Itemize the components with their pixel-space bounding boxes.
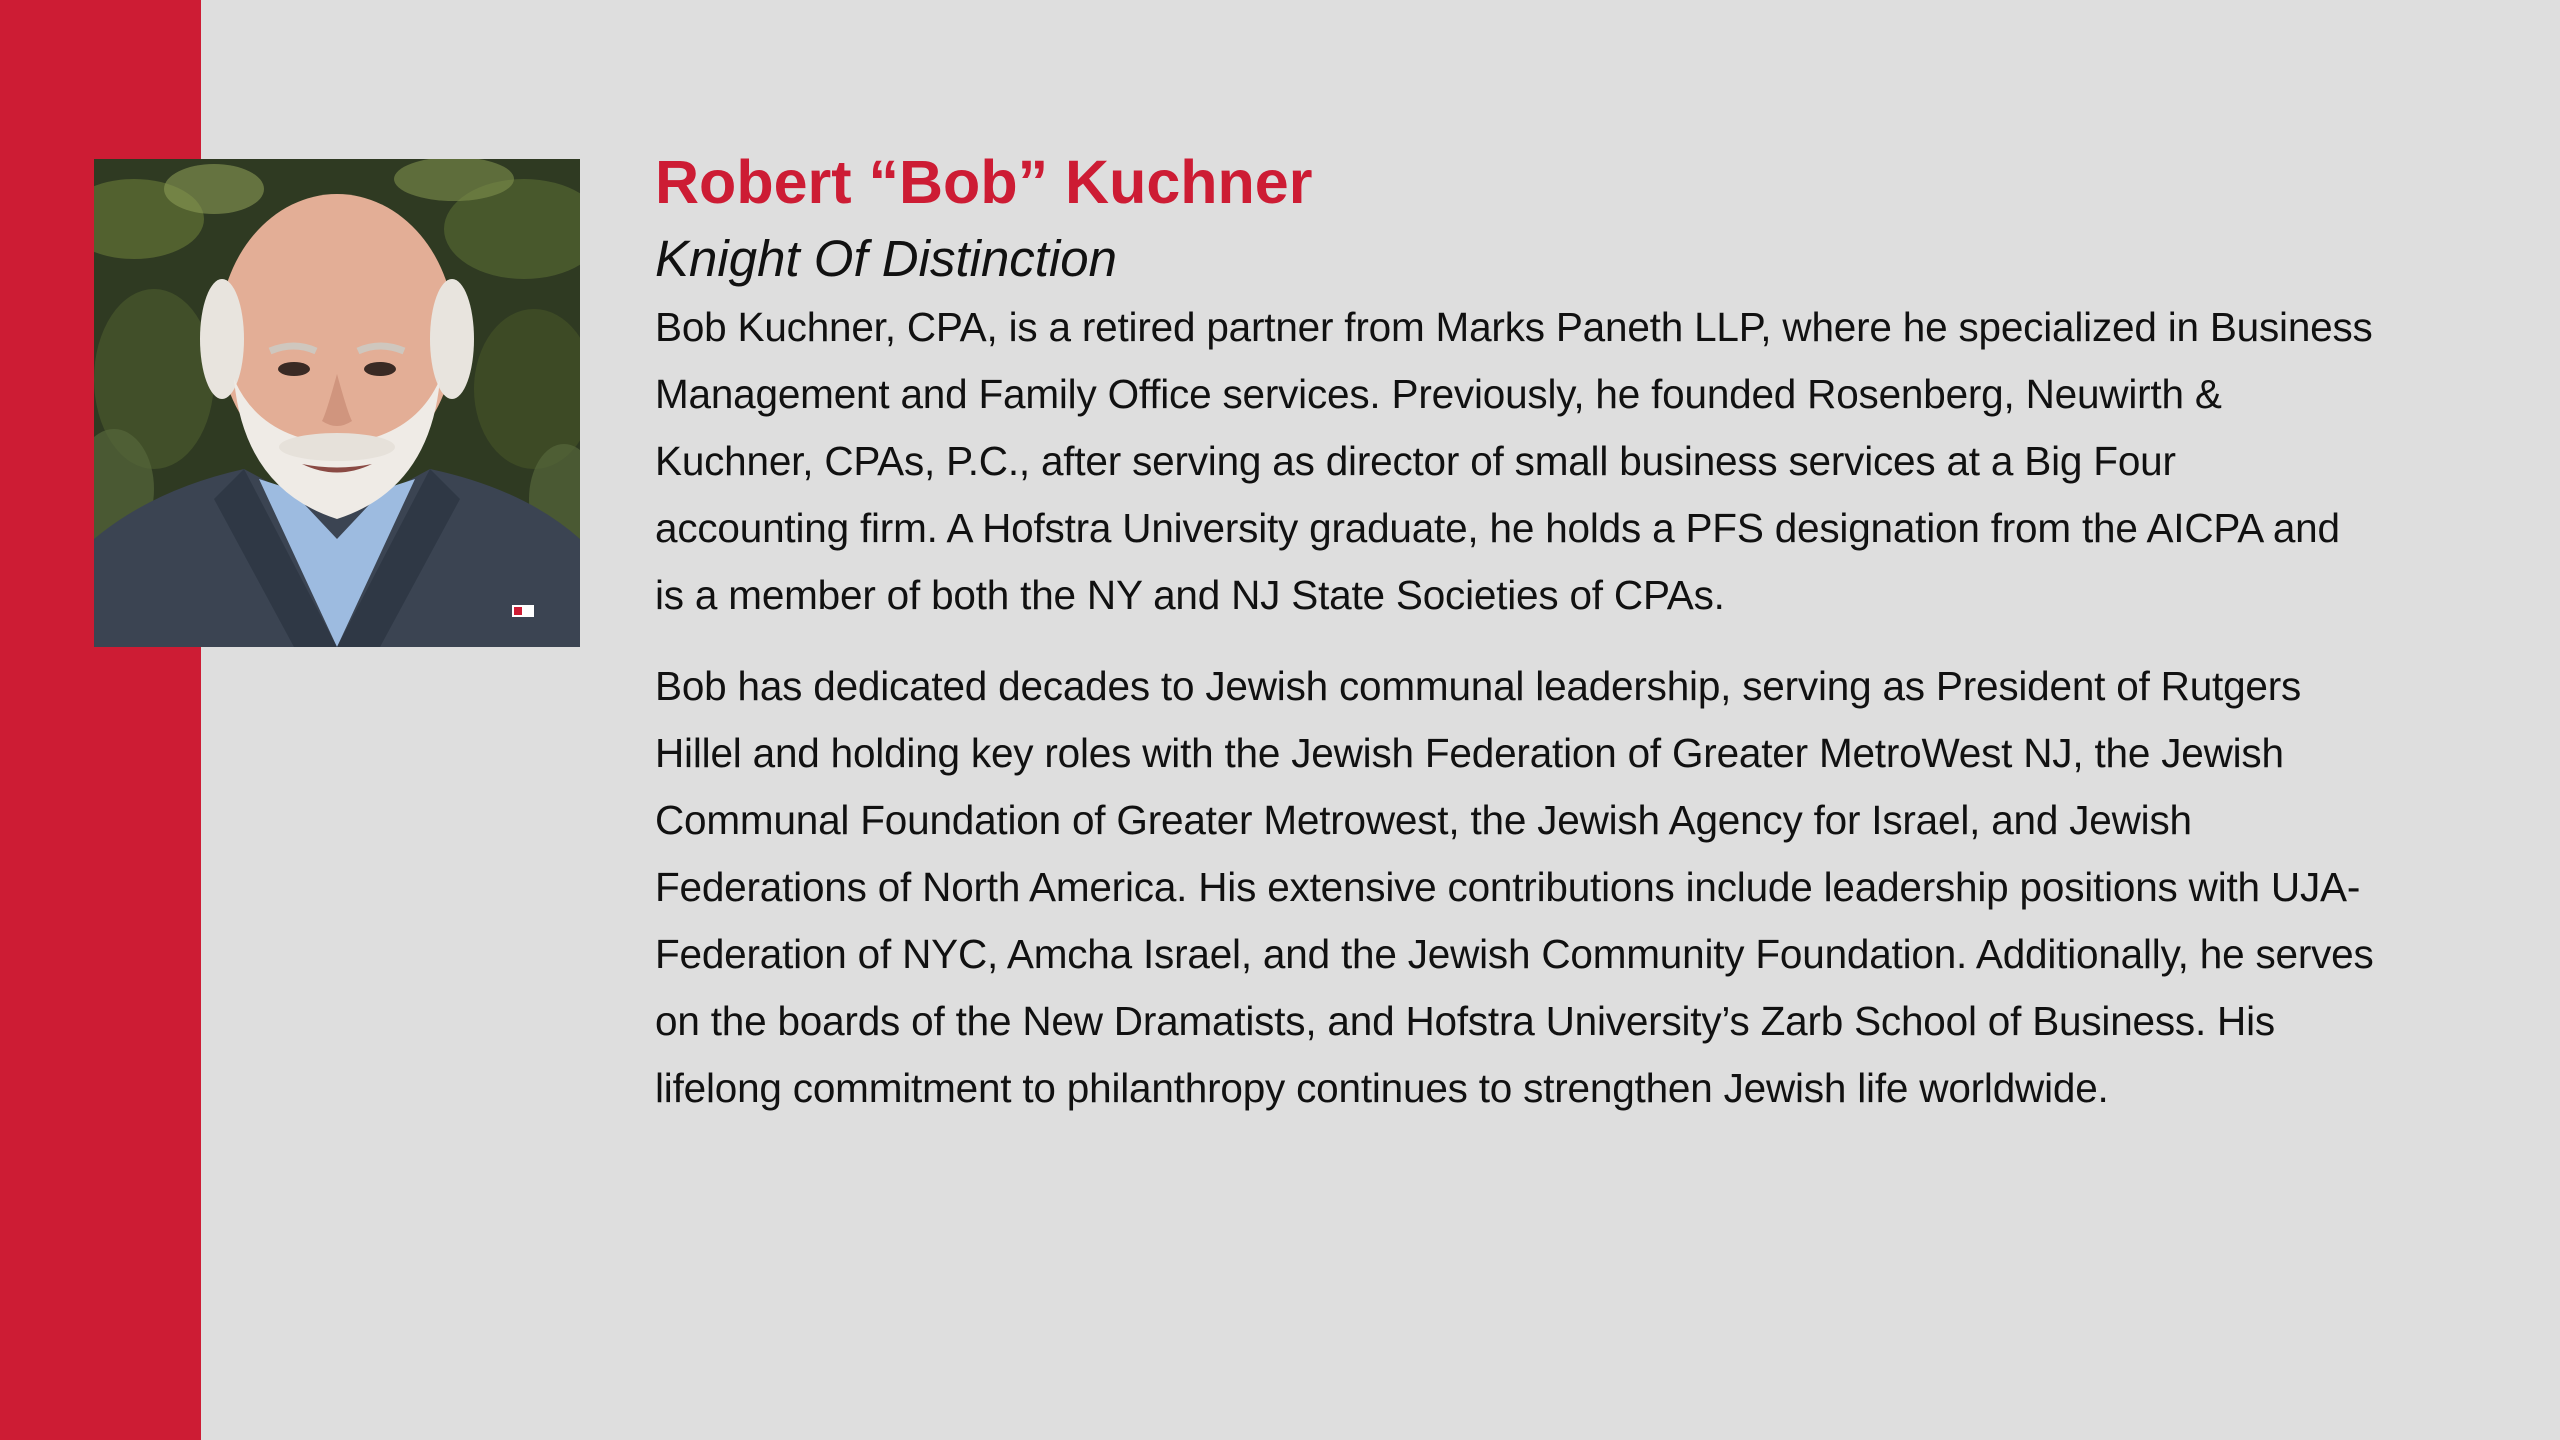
person-photo-icon (94, 159, 580, 647)
bio-paragraph-communal: Bob has dedicated decades to Jewish communal leadership, serving as President of Rutgers Hillel and holding key roles with the Jewish Federation of Greater MetroWest NJ, the Jewish Communal Foundation of Greater Metrowest, the Jewish Agency for Israel, and Jewish Federations of North America. His extensive contributions include leadership positions with UJA-Federation of NYC, Amcha Israel, and the Jewish Community Foundation. Additionally, he serves on the boards of the New Dramatists, and Hofstra University’s Zarb School of Business. His lifelong commitment to philanthropy continues to strengthen Jewish life worldwide. (655, 663, 2374, 1111)
profile-content (655, 146, 2375, 1122)
portrait-photo (94, 159, 580, 647)
honor-title: Knight Of Distinction (655, 230, 1118, 287)
person-name: Robert “Bob” Kuchner (655, 148, 1313, 216)
bio-paragraph-professional: Bob Kuchner, CPA, is a retired partner from Marks Paneth LLP, where he specialized in Business Management and Family Office services. Previously, he founded Rosenberg, Neuwirth & Kuchner, CPAs, P.C., after serving as director of small business services at a Big Four accounting firm. A Hofstra University graduate, he holds a PFS designation from the AICPA and is a member of both the NY and NJ State Societies of CPAs. (655, 304, 2373, 618)
